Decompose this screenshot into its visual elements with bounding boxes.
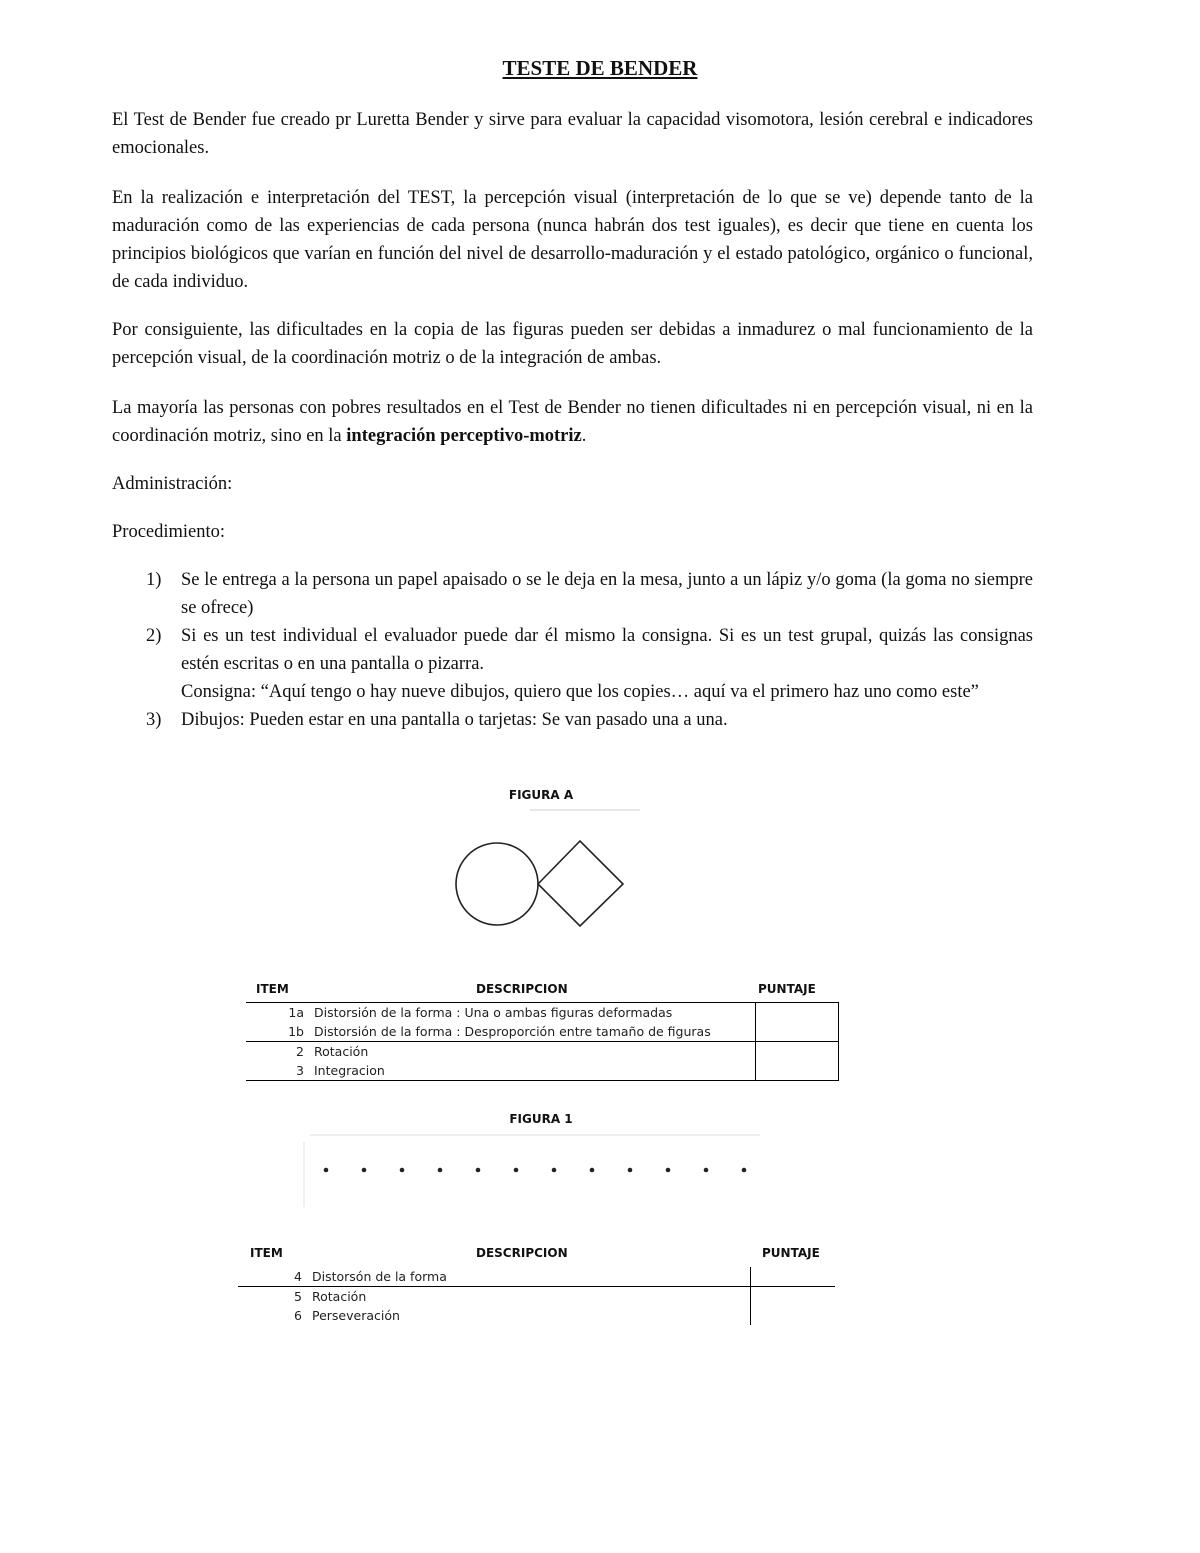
paragraph-difficulties: Por consiguiente, las dificultades en la copia de las figuras pueden ser debidas a inmadurez o mal funcionamiento de la percepción visual, de la coordinación motriz o de la integración de ambas. <box>112 320 1033 368</box>
table-row <box>246 1003 839 1023</box>
figura-a-diamond <box>538 841 623 926</box>
table-row <box>238 1306 835 1325</box>
step-number: 1) <box>146 570 162 590</box>
figura-a-header-desc: DESCRIPCION <box>476 982 568 996</box>
figura-1-dot <box>552 1168 557 1173</box>
heading-procedimiento: Procedimiento: <box>112 522 226 542</box>
desc-cell: Perseveración <box>312 1308 400 1323</box>
paragraph-results-end: . <box>581 426 587 446</box>
figura-a-circle <box>456 843 538 925</box>
step-text: Se le entrega a la persona un papel apaisado o se le deja en la mesa, junto a un lápiz y/o goma (la goma no siempre se ofrece) <box>181 570 1033 618</box>
step-number: 2) <box>146 626 162 646</box>
figura-a-header-item: ITEM <box>256 982 289 996</box>
item-cell: 6 <box>294 1308 302 1323</box>
table-row <box>238 1287 835 1307</box>
figura-1-dot <box>666 1168 671 1173</box>
score-cell[interactable] <box>751 1267 836 1287</box>
figura-a-drawing <box>440 808 650 938</box>
table-row <box>246 1042 839 1062</box>
figura-1-dot <box>400 1168 405 1173</box>
figura-1-dot <box>742 1168 747 1173</box>
figura-a-table <box>246 1002 839 1081</box>
paragraph-intro: El Test de Bender fue creado pr Luretta Bender y sirve para evaluar la capacidad visomotora, lesión cerebral e indicadores emocionales. <box>112 110 1033 158</box>
figura-1-dot <box>362 1168 367 1173</box>
step-consigna: Consigna: “Aquí tengo o hay nueve dibujos, quiero que los copies… aquí va el primero haz uno como este” <box>181 682 979 702</box>
item-cell: 5 <box>294 1289 302 1304</box>
figura-1-dot <box>514 1168 519 1173</box>
figura-1-dot <box>704 1168 709 1173</box>
figura-1-header-item: ITEM <box>250 1246 283 1260</box>
steps-list <box>112 566 1033 734</box>
score-cell[interactable] <box>756 1042 839 1081</box>
score-cell[interactable] <box>751 1287 836 1326</box>
item-cell: 3 <box>296 1063 304 1078</box>
paragraph-perception: En la realización e interpretación del TEST, la percepción visual (interpretación de lo que se ve) depende tanto de la maduración como de las experiencias de cada persona (nunca habrán dos test iguales), es decir que tiene en cuenta los principios biológicos que varían en función del nivel de desarrollo-maduración y el estado patológico, orgánico o funcional, de cada individuo. <box>112 188 1033 292</box>
desc-cell: Integracion <box>314 1063 385 1078</box>
paragraph-results-bold: integración perceptivo-motriz <box>346 426 582 446</box>
figura-1-dot <box>438 1168 443 1173</box>
figura-1-drawing <box>300 1132 770 1212</box>
desc-cell: Distorsón de la forma <box>312 1269 447 1284</box>
paragraph-results-text: La mayoría las personas con pobres resultados en el Test de Bender no tienen dificultades ni en percepción visual, ni en la coordinación motriz, sino en la <box>112 398 1033 446</box>
figura-1-dot <box>476 1168 481 1173</box>
figura-1-title: FIGURA 1 <box>509 1112 573 1126</box>
item-cell: 2 <box>296 1044 304 1059</box>
figura-1-header-pts: PUNTAJE <box>762 1246 820 1260</box>
table-row <box>246 1061 839 1081</box>
figura-1-dot <box>628 1168 633 1173</box>
desc-cell: Rotación <box>312 1289 367 1304</box>
list-item <box>112 566 1033 622</box>
step-text: Si es un test individual el evaluador puede dar él mismo la consigna. Si es un test grupal, quizás las consignas estén escritas o en una pantalla o pizarra. <box>181 626 1033 674</box>
figura-1-dot <box>590 1168 595 1173</box>
page-title: TESTE DE BENDER <box>502 56 698 80</box>
step-number: 3) <box>146 710 162 730</box>
figura-1-dot <box>324 1168 329 1173</box>
figura-a-title: FIGURA A <box>508 788 574 802</box>
item-cell: 1a <box>288 1005 304 1020</box>
desc-cell: Distorsión de la forma : Desproporción entre tamaño de figuras <box>314 1024 711 1039</box>
list-item <box>112 706 1033 734</box>
figura-1-header-desc: DESCRIPCION <box>476 1246 568 1260</box>
table-row <box>246 1022 839 1042</box>
paragraph-results <box>112 394 1033 450</box>
item-cell: 4 <box>294 1269 302 1284</box>
table-row <box>238 1267 835 1287</box>
score-cell[interactable] <box>756 1003 839 1042</box>
item-cell: 1b <box>288 1024 304 1039</box>
desc-cell: Distorsión de la forma : Una o ambas figuras deformadas <box>314 1005 673 1020</box>
list-item <box>112 622 1033 706</box>
heading-administracion: Administración: <box>112 474 233 494</box>
figura-a-header-pts: PUNTAJE <box>758 982 816 996</box>
desc-cell: Rotación <box>314 1044 369 1059</box>
step-text: Dibujos: Pueden estar en una pantalla o tarjetas: Se van pasado una a una. <box>181 710 728 730</box>
figura-1-table <box>238 1267 835 1325</box>
